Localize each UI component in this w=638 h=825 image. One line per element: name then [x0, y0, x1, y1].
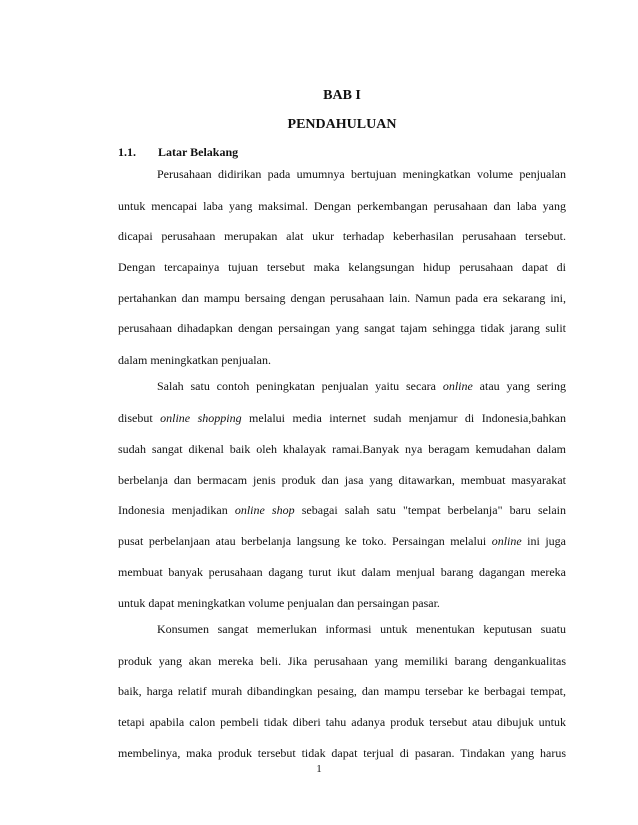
paragraph-2-line: Indonesia menjadikan online shop sebagai salah satu "tempat berbelanja" baru selain	[118, 503, 566, 517]
paragraph-2-line: membuat banyak perusahaan dagang turut ikut dalam menjual barang dagangan mereka	[118, 565, 566, 579]
section-title: Latar Belakang	[158, 145, 239, 159]
paragraph-2-line: sudah sangat dikenal baik oleh khalayak ramai.Banyak nya beragam kemudahan dalam	[118, 442, 566, 456]
page-number: 1	[316, 763, 322, 775]
chapter-title: PENDAHULUAN	[287, 117, 397, 132]
paragraph-2-line: berbelanja dan bermacam jenis produk dan jasa yang ditawarkan, membuat masyarakat	[118, 473, 566, 487]
paragraph-1-line: perusahaan dihadapkan dengan persaingan yang sangat tajam sehingga tidak jarang sulit	[118, 321, 566, 335]
section-heading	[118, 145, 238, 160]
paragraph-2-line: pusat perbelanjaan atau berbelanja langsung ke toko. Persaingan melalui online ini juga	[118, 534, 567, 548]
paragraph-1-line: untuk mencapai laba yang maksimal. Dengan perkembangan perusahaan dan laba yang	[118, 199, 566, 213]
paragraph-1-line: dicapai perusahaan merupakan alat ukur terhadap keberhasilan perusahaan tersebut.	[118, 229, 566, 243]
paragraph-3-line: produk yang akan mereka beli. Jika perusahaan yang memiliki barang dengankualitas	[118, 654, 566, 668]
paragraph-3-line: tetapi apabila calon pembeli tidak diberi tahu adanya produk tersebut atau dibujuk untuk	[118, 715, 566, 729]
paragraph-3-line: membelinya, maka produk tersebut tidak dapat terjual di pasaran. Tindakan yang harus	[118, 746, 566, 760]
paragraph-3-line: Konsumen sangat memerlukan informasi untuk menentukan keputusan suatu	[157, 622, 566, 636]
paragraph-3-line: baik, harga relatif murah dibandingkan pesaing, dan mampu tersebar ke berbagai tempat,	[118, 684, 566, 698]
chapter-heading: BAB I	[323, 88, 361, 103]
paragraph-1-line: Dengan tercapainya tujuan tersebut maka kelangsungan hidup perusahaan dapat di	[118, 260, 566, 274]
paragraph-2-line: Salah satu contoh peningkatan penjualan yaitu secara online atau yang sering	[157, 379, 566, 393]
paragraph-1-line: dalam meningkatkan penjualan.	[118, 353, 271, 367]
paragraph-1-line: pertahankan dan mampu bersaing dengan perusahaan lain. Namun pada era sekarang ini,	[118, 291, 566, 305]
paragraph-2-line: untuk dapat meningkatkan volume penjualan dan persaingan pasar.	[118, 596, 440, 610]
paragraph-1-line: Perusahaan didirikan pada umumnya bertujuan meningkatkan volume penjualan	[157, 167, 566, 181]
paragraph-2-line: disebut online shopping melalui media internet sudah menjamur di Indonesia,bahkan	[118, 411, 566, 425]
section-number: 1.1.	[118, 145, 136, 159]
